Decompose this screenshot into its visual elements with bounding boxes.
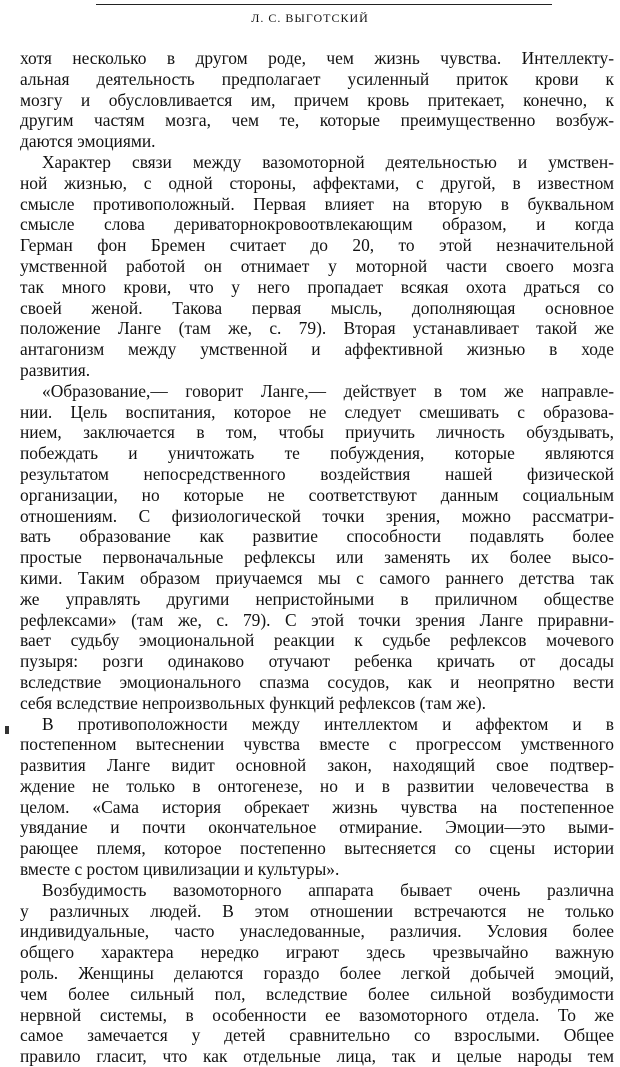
text-line: антагонизм между умственной и аффективной жизнью в ходе (20, 339, 614, 360)
header-rule (96, 4, 552, 5)
text-line: побеждать и уничтожать те побуждения, которые являются (20, 443, 614, 464)
text-line: смысле слова дериваторнокровоотвлекающим образом, и когда (20, 214, 614, 235)
text-line: «Образование,— говорит Ланге,— действует в том же направле- (42, 380, 614, 401)
text-line: вать образование как развитие способности подавлять более (20, 526, 614, 547)
text-line: нием, заключается в том, чтобы приучить личность обуздывать, (20, 422, 614, 443)
text-line: рефлексами» (там же, с. 79). С этой точки зрения Ланге приравни- (20, 609, 614, 630)
text-line: ной жизнью, с одной стороны, аффектами, с другой, в известном (20, 172, 614, 193)
text-line: простые первоначальные рефлексы или заменять их более высо- (20, 547, 614, 568)
text-line: другим частям мозга, чем те, которые преимущественно возбуж- (20, 110, 614, 131)
text-line: вследствие эмоционального спазма сосудов, как и неопрятно вести (20, 671, 614, 692)
text-line: мозгу и обусловливается им, причем кровь притекает, конечно, к (20, 89, 614, 110)
text-line: увядание и почти окончательное отмирание. Эмоции—это выми- (20, 817, 614, 838)
text-line: хотя несколько в другом роде, чем жизнь чувства. Интеллекту- (20, 48, 614, 68)
text-line: ждение не только в онтогенезе, но и в развитии человечества в (20, 775, 614, 796)
text-line: так много крови, что у него пропадает всякая охота драться со (20, 276, 614, 297)
page-body (20, 48, 614, 1067)
text-line: рающее племя, которое постепенно вытесняется со сцены истории (20, 838, 614, 859)
text-line: Возбудимость вазомоторного аппарата бывает очень различна (42, 879, 614, 900)
text-line: В противоположности между интеллектом и аффектом и в (42, 713, 614, 734)
text-line: индивидуальные, часто унаследованные, различия. Условия более (20, 921, 614, 942)
text-line: кими. Таким образом приучаемся мы с самого раннего детства так (20, 567, 614, 588)
text-line: развития. (20, 359, 91, 380)
text-line: организации, но которые не соответствуют данным социальным (20, 484, 614, 505)
text-line: у различных людей. В этом отношении встречаются не только (20, 900, 614, 921)
text-line: отношениям. С физиологической точки зрения, можно рассматри- (20, 505, 614, 526)
text-line: себя вследствие непроизвольных функций рефлексов (там же). (20, 692, 486, 713)
text-line: роль. Женщины делаются гораздо более легкой добычей эмоций, (20, 963, 614, 984)
text-line: же управлять другими непристойными в приличном обществе (20, 588, 614, 609)
text-line: чем более сильный пол, вследствие более сильной возбудимости (20, 983, 614, 1004)
margin-mark (5, 726, 9, 734)
text-line: пузыря: розги одинаково отучают ребенка кричать от досады (20, 651, 614, 672)
running-head: Л. С. ВЫГОТСКИЙ (251, 11, 369, 25)
text-line: альная деятельность предполагает усиленный приток крови к (20, 68, 614, 89)
text-line: смысле противоположный. Первая влияет на вторую в буквальном (20, 193, 614, 214)
text-line: целом. «Сама история обрекает жизнь чувства на постепенное (20, 796, 614, 817)
text-line: результатом непосредственного воздействия нашей физической (20, 463, 614, 484)
text-line: Герман фон Бремен считает до 20, то этой незначительной (20, 235, 614, 256)
text-line: развития Ланге видит основной закон, находящий свое подтвер- (20, 755, 614, 776)
text-line: самое замечается у детей сравнительно со взрослыми. Общее (20, 1025, 614, 1046)
text-line: положение Ланге (там же, с. 79). Вторая устанавливает такой же (20, 318, 614, 339)
text-line: своей женой. Такова первая мысль, дополняющая основное (20, 297, 614, 318)
text-line: постепенном вытеснении чувства вместе с прогрессом умственного (20, 734, 614, 755)
text-line: даются эмоциями. (20, 131, 156, 152)
text-line: Характер связи между вазомоторной деятельностью и умствен- (42, 151, 614, 172)
text-line: правило гласит, что как отдельные лица, так и целые народы тем (20, 1046, 614, 1067)
text-line: умственной работой он отнимает у моторной части своего мозга (20, 255, 614, 276)
text-line: нервной системы, в особенности ее вазомоторного отдела. То же (20, 1004, 614, 1025)
text-line: нии. Цель воспитания, которое не следует смешивать с образова- (20, 401, 614, 422)
text-line: вместе с ростом цивилизации и культуры». (20, 859, 340, 880)
text-line: общего характера нередко играют здесь чрезвычайно важную (20, 942, 614, 963)
text-line: вает судьбу эмоциональной реакции к судьбе рефлексов мочевого (20, 630, 614, 651)
